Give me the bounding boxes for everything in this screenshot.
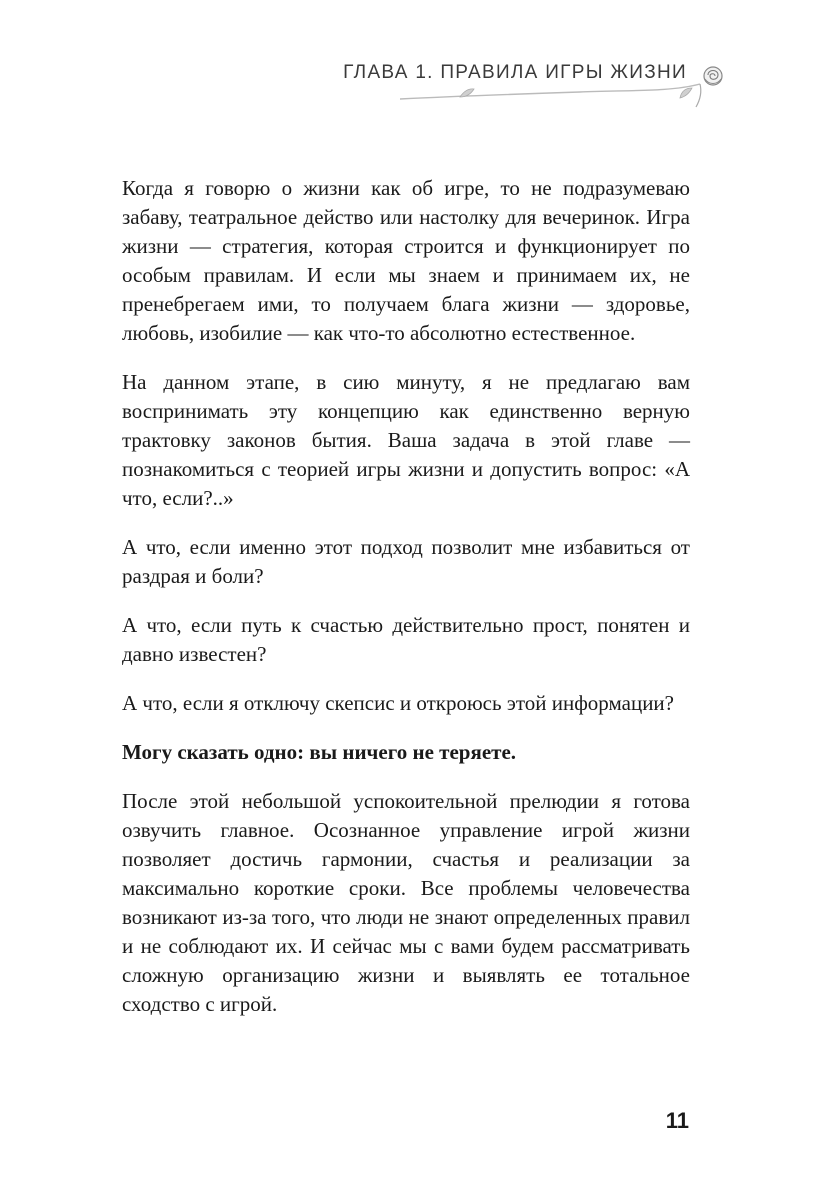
vine-stem [696, 84, 701, 107]
paragraph-2: На данном этапе, в сию минуту, я не предлагаю вам воспринимать эту концепцию как единственно верную трактовку законов бытия. Ваша задача в этой главе — познакомиться с теорией игры жизни и допустить вопрос: «А что, если?..» [122, 370, 690, 510]
body-text [122, 174, 690, 1039]
paragraph-7: После этой небольшой успокоительной прелюдии я готова озвучить главное. Осознанное управление игрой жизни позволяет достичь гармонии, счастья и реализации за максимально короткие сроки. Все проблемы человечества возникают из-за того, что люди не знают определенных правил и не соблюдают их. И сейчас мы с вами будем рассматривать сложную организацию жизни и выявлять ее тотальное сходство с игрой. [122, 789, 690, 1016]
paragraph-6-bold: Могу сказать одно: вы ничего не теряете. [122, 740, 517, 764]
rose-vine-ornament [400, 62, 730, 112]
running-header: ГЛАВА 1. ПРАВИЛА ИГРЫ ЖИЗНИ [343, 62, 687, 83]
paragraph-5: А что, если я отключу скепсис и откроюсь этой информации? [122, 691, 674, 715]
paragraph-3: А что, если именно этот подход позволит мне избавиться от раздрая и боли? [122, 535, 690, 588]
rose-icon [704, 67, 722, 85]
paragraph-1: Когда я говорю о жизни как об игре, то не подразумеваю забаву, театральное действо или настолку для вечеринок. Игра жизни — стратегия, которая строится и функционирует по особым правилам. И если мы знаем и принимаем их, не пренебрегаем ими, то получаем блага жизни — здоровье, любовь, изобилие — как что-то абсолютно естественное. [122, 176, 690, 345]
paragraph-4: А что, если путь к счастью действительно прост, понятен и давно известен? [122, 613, 690, 666]
vine-line [400, 84, 700, 99]
page-number: 11 [665, 1108, 689, 1133]
vine-leaf-icon [680, 88, 692, 98]
